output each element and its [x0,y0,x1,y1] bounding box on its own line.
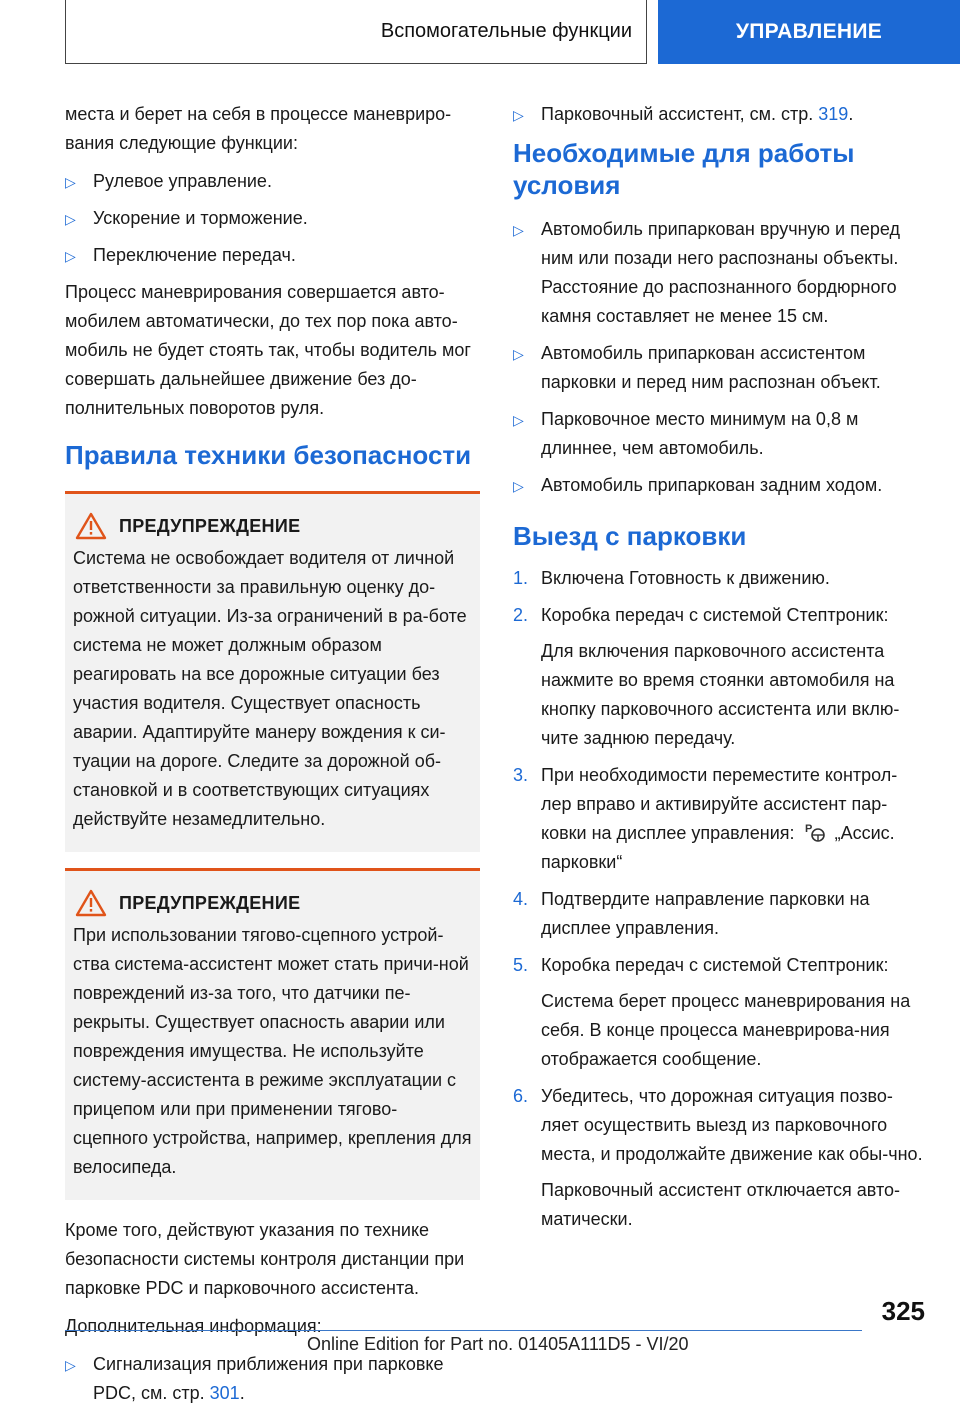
triangle-bullet-icon: ▷ [513,346,524,362]
step-detail: Парковочный ассистент отключается авто-матически. [541,1180,900,1229]
step-number: 4. [513,889,529,909]
conditions-heading: Необходимые для работы условия [513,138,855,200]
list-item: ▷ Парковочный ассистент, см. стр. 319. [513,100,925,129]
function-list [65,167,480,270]
warning-title: ПРЕДУПРЕЖДЕНИЕ [119,892,301,913]
triangle-bullet-icon: ▷ [513,478,524,494]
step-item: 5. Коробка передач с системой Стептроник: Система берет процесс маневрирования на себя. В конце процесса маневрирова-ния отображается сообщение. [513,951,925,1074]
warning-box [65,868,480,1200]
page-number: 325 [881,1296,925,1326]
warning-title: ПРЕДУПРЕЖДЕНИЕ [119,515,301,536]
warning-text: При использовании тягово-сцепного устрой-ства система-ассистент может стать причи-ной повреждений из-за того, что датчики пе-рекрыты. Существует опасность аварии или повреждения имущества. Не используйте систему-ассистента в режиме эксплуатации с прицепом или при применении тягово-сцепного устройства, например, крепления для велосипеда. [73,925,472,1177]
right-column [513,100,925,1242]
triangle-bullet-icon: ▷ [65,1357,76,1373]
warning-text: Система не освобождает водителя от личной ответственности за правильную оценку до-рожной ситуации. Из-за ограничений в ра-боте система не может должным образом реагировать на все дорожные ситуации без участия водителя. Существует опасность аварии. Адаптируйте манеру вождения к си-туации на дороге. Следите за дорожной об-становкой и в соответствующих ситуациях действуйте незамедлительно. [73,548,467,829]
more-info-label: Дополнительная информация: [65,1316,322,1336]
edition-footer: Online Edition for Part no. 01405A111D5 - VI/20 [307,1334,689,1354]
section-title: Вспомогательные функции [65,0,647,64]
step-item: 4. Подтвердите направление парковки на дисплее управления. [513,885,925,943]
svg-text:P: P [804,823,812,835]
reference-list [65,1350,480,1408]
triangle-bullet-icon: ▷ [65,211,76,227]
parking-assistant-icon [804,821,826,843]
list-item: ▷ Переключение передач. [65,241,480,270]
page-header [0,0,960,66]
left-column [65,100,480,1416]
safety-note-paragraph: Кроме того, действуют указания по технике безопасности системы контроля дистанции при парковке PDC и парковочного ассистента. [65,1220,465,1298]
step-number: 6. [513,1086,529,1106]
step-number: 3. [513,765,529,785]
list-item: ▷ Автомобиль припаркован ассистентом парковки и перед ним распознан объект. [513,339,925,397]
safety-heading: Правила техники безопасности [65,440,472,470]
conditions-list [513,215,925,500]
triangle-bullet-icon: ▷ [65,248,76,264]
chapter-tab: УПРАВЛЕНИЕ [658,0,960,64]
step-number: 1. [513,568,529,588]
list-item: ▷ Рулевое управление. [65,167,480,196]
list-item: ▷ Парковочное место минимум на 0,8 м длиннее, чем автомобиль. [513,405,925,463]
list-item: ▷ Сигнализация приближения при парковке PDC, см. стр. 301. [65,1350,480,1408]
maneuver-paragraph: Процесс маневрирования совершается авто-мобилем автоматически, до тех пор пока авто-мобиль не будет стоять так, чтобы водитель мог совершать дальнейшее движение без до-полнительных поворотов руля. [65,282,471,418]
step-item: 3. При необходимости переместите контрол-лер вправо и активируйте ассистент пар-ковки на дисплее управления: P „Ассис. парковки“ [513,761,925,877]
list-item: ▷ Ускорение и торможение. [65,204,480,233]
reference-list [513,100,925,129]
triangle-bullet-icon: ▷ [513,107,524,123]
list-item: ▷ Автомобиль припаркован вручную и перед ним или позади него распознаны объекты. Расстояние до распознанного бордюрного камня составляет не менее 15 см. [513,215,925,331]
page-link-319[interactable]: 319 [818,104,849,124]
triangle-bullet-icon: ▷ [513,412,524,428]
step-detail: Система берет процесс маневрирования на себя. В конце процесса маневрирова-ния отображается сообщение. [541,991,911,1069]
footer-divider [65,1330,862,1331]
step-number: 2. [513,605,529,625]
step-detail: Для включения парковочного ассистента нажмите во время стоянки автомобиля на кнопку парковочного ассистента или вклю-чите заднюю передачу. [541,641,900,748]
triangle-bullet-icon: ▷ [513,222,524,238]
list-item: ▷ Автомобиль припаркован задним ходом. [513,471,925,500]
step-item: 2. Коробка передач с системой Стептроник: Для включения парковочного ассистента нажмите во время стоянки автомобиля на кнопку парковочного ассистента или вклю-чите заднюю передачу. [513,601,925,753]
page-link-301[interactable]: 301 [209,1383,240,1403]
triangle-bullet-icon: ▷ [65,174,76,190]
warning-triangle-icon [75,889,107,917]
step-number: 5. [513,955,529,975]
warning-triangle-icon [75,512,107,540]
warning-box [65,491,480,852]
step-item: 1. Включена Готовность к движению. [513,564,925,593]
step-item: 6. Убедитесь, что дорожная ситуация позво-ляет осуществить выезд из парковочного места, и продолжайте движение как обы-чно. Парковочный ассистент отключается авто-матически. [513,1082,925,1234]
intro-paragraph: места и берет на себя в процессе маневриро-вания следующие функции: [65,104,452,153]
steps-list [513,564,925,1234]
exit-parking-heading: Выезд с парковки [513,521,747,551]
